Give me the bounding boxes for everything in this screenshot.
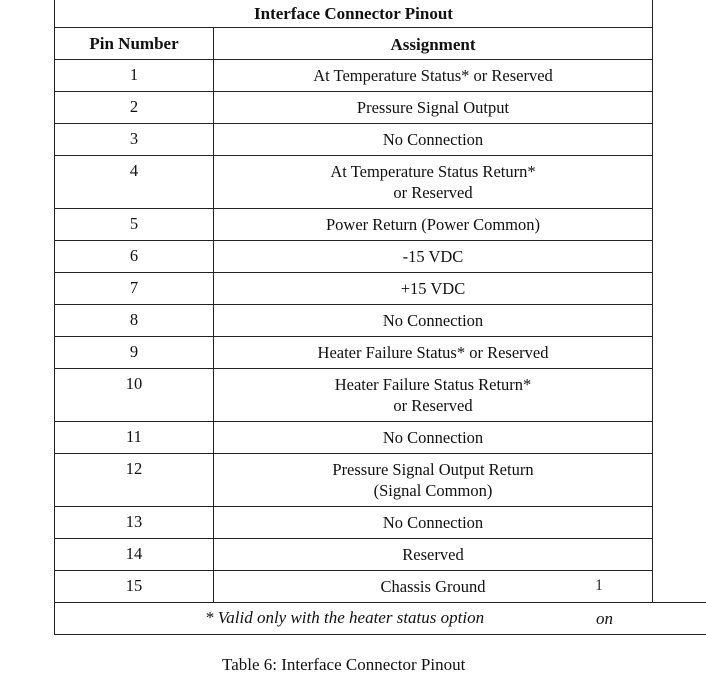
assignment-cell: [214, 539, 652, 570]
table-row: [54, 369, 653, 422]
assignment-line: Reserved: [402, 545, 464, 564]
pin-number-cell: 6: [55, 241, 214, 272]
assignment-line: or Reserved: [393, 183, 473, 202]
stray-mark: 1: [595, 577, 603, 594]
assignment-line: No Connection: [382, 311, 484, 330]
table-row: [54, 60, 653, 92]
assignment-line: -15 VDC: [402, 247, 464, 266]
pin-number-cell: 10: [55, 369, 214, 421]
assignment-cell: [214, 337, 652, 368]
assignment-cell: [214, 369, 652, 421]
assignment-line: No Connection: [382, 130, 484, 149]
pin-number-cell: 3: [55, 124, 214, 155]
pinout-table: [54, 0, 653, 603]
assignment-line: +15 VDC: [400, 279, 466, 298]
assignment-line: or Reserved: [393, 396, 473, 415]
assignment-cell: [214, 209, 652, 240]
table-row: [54, 241, 653, 273]
assignment-line: Pressure Signal Output: [356, 98, 510, 117]
table-title: Interface Connector Pinout: [54, 0, 653, 28]
pin-number-cell: 15: [55, 571, 214, 602]
table-row: [54, 156, 653, 209]
pin-number-cell: 12: [55, 454, 214, 506]
assignment-line: Power Return (Power Common): [325, 215, 541, 234]
assignment-line: No Connection: [382, 428, 484, 447]
assignment-cell: [214, 273, 652, 304]
pin-number-cell: 14: [55, 539, 214, 570]
table-row: [54, 539, 653, 571]
assignment-cell: [214, 124, 652, 155]
table-row: [54, 422, 653, 454]
pin-number-cell: 11: [55, 422, 214, 453]
table-row: [54, 507, 653, 539]
assignment-cell: [214, 241, 652, 272]
table-header-row: [54, 28, 653, 60]
assignment-line: Pressure Signal Output Return: [332, 460, 534, 479]
table-row: [54, 305, 653, 337]
assignment-cell: [214, 422, 652, 453]
assignment-line: At Temperature Status Return*: [330, 162, 536, 181]
header-pin-number: Pin Number: [55, 28, 214, 59]
pin-number-cell: 7: [55, 273, 214, 304]
pin-number-cell: 1: [55, 60, 214, 91]
assignment-cell: [214, 60, 652, 91]
header-assignment: Assignment: [390, 35, 476, 54]
assignment-cell: [214, 507, 652, 538]
table-row: [54, 454, 653, 507]
assignment-line: At Temperature Status* or Reserved: [313, 66, 553, 85]
footnote-trailing-text: on: [596, 609, 613, 628]
table-row: [54, 124, 653, 156]
pin-number-cell: 9: [55, 337, 214, 368]
footnote-text: * Valid only with the heater status option: [205, 608, 485, 627]
table-caption: Table 6: Interface Connector Pinout: [222, 655, 466, 674]
assignment-line: No Connection: [382, 513, 484, 532]
assignment-cell: [214, 156, 652, 208]
footnote-row: [54, 602, 706, 635]
assignment-line: (Signal Common): [373, 481, 493, 500]
assignment-line: Heater Failure Status Return*: [334, 375, 532, 394]
pin-number-cell: 13: [55, 507, 214, 538]
table-row: [54, 92, 653, 124]
assignment-cell: [214, 571, 652, 602]
pin-number-cell: 5: [55, 209, 214, 240]
assignment-cell: [214, 454, 652, 506]
pin-number-cell: 2: [55, 92, 214, 123]
table-row: [54, 571, 653, 603]
assignment-cell: [214, 305, 652, 336]
table-row: [54, 337, 653, 369]
table-row: [54, 209, 653, 241]
pin-number-cell: 8: [55, 305, 214, 336]
pin-number-cell: 4: [55, 156, 214, 208]
assignment-line: Chassis Ground: [380, 577, 486, 596]
assignment-line: Heater Failure Status* or Reserved: [317, 343, 549, 362]
assignment-cell: [214, 92, 652, 123]
table-row: [54, 273, 653, 305]
